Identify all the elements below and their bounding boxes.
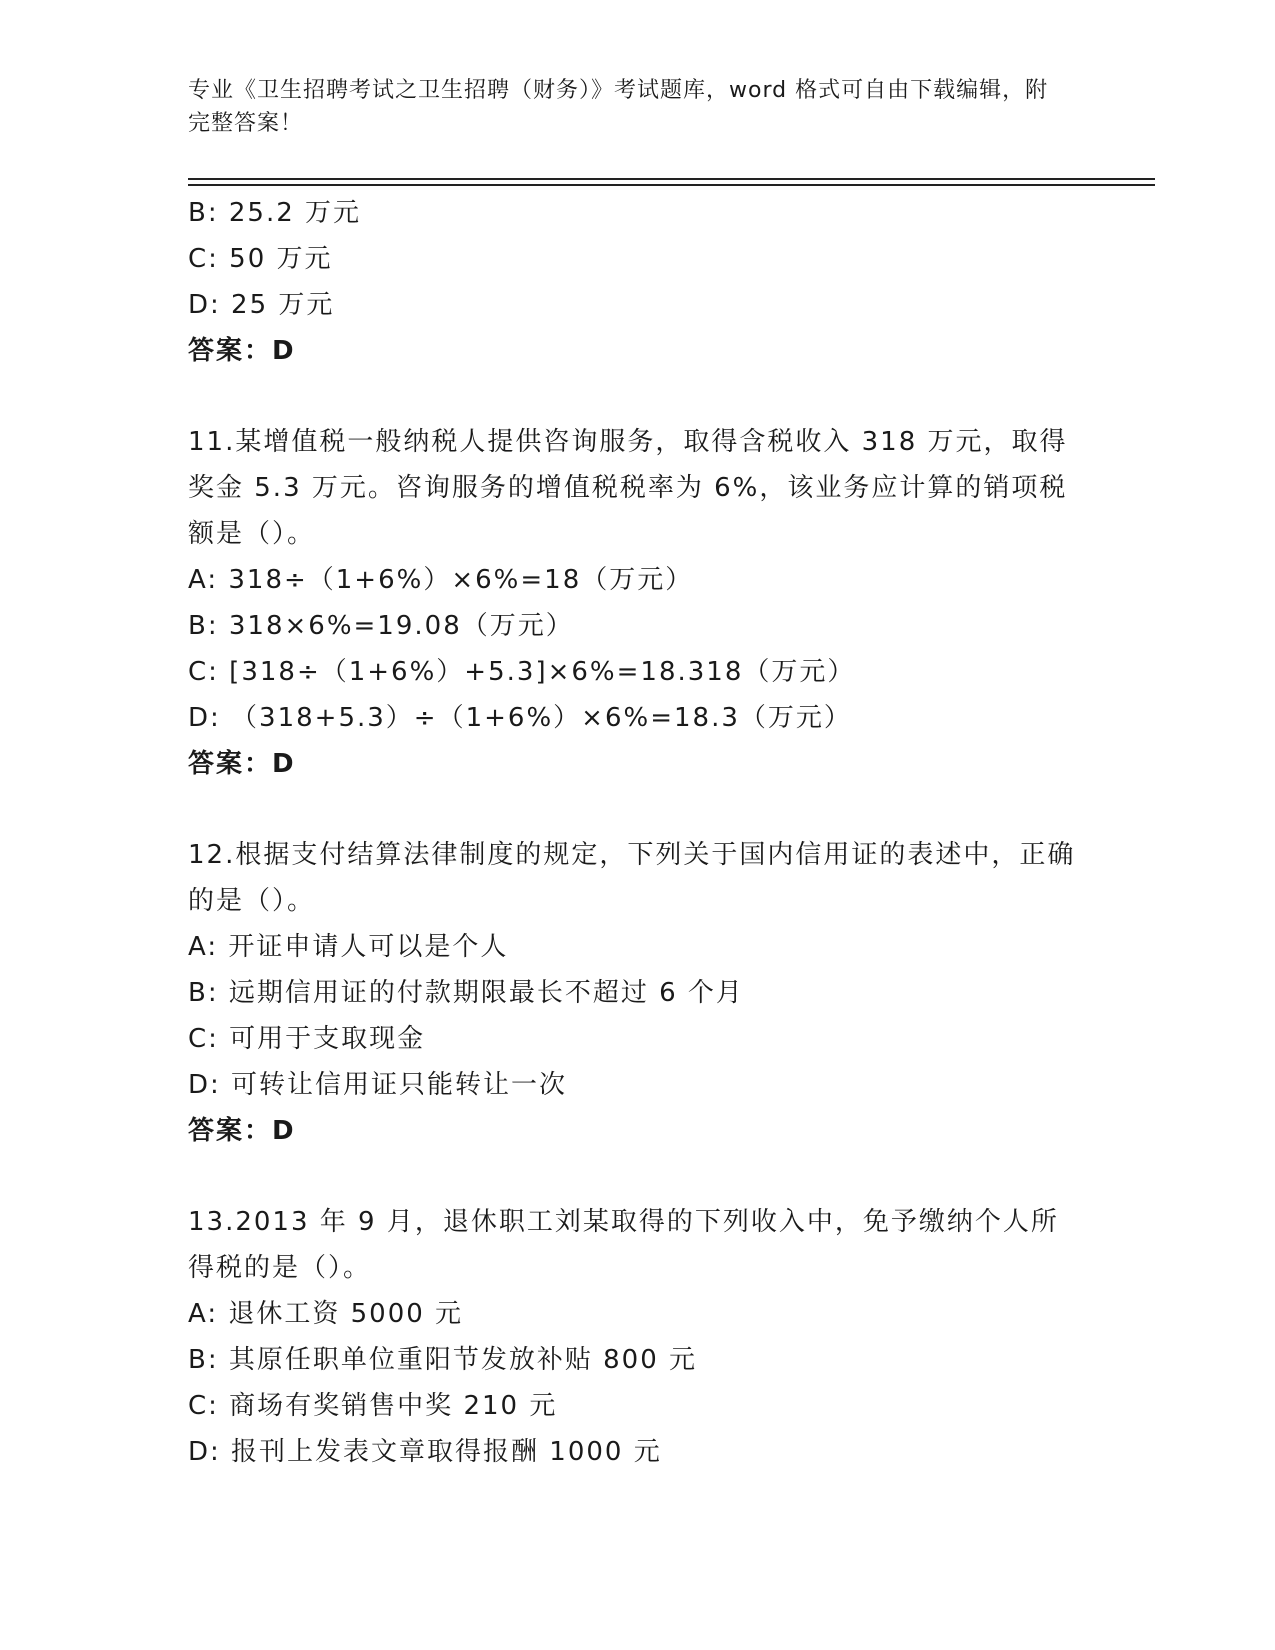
answer-line: 答案：D: [188, 749, 296, 779]
question-stem: 13.2013 年 9 月，退休职工刘某取得的下列收入中，免予缴纳个人所得税的是（）。: [188, 1207, 1059, 1283]
option-c: C: [318÷（1+6%）+5.3]×6%=18.318（万元）: [188, 657, 856, 687]
option-a: A: 开证申请人可以是个人: [188, 932, 509, 962]
question-stem: 11.某增值税一般纳税人提供咨询服务，取得含税收入 318 万元，取得奖金 5.3 万元。咨询服务的增值税税率为 6%，该业务应计算的销项税额是（）。: [188, 427, 1068, 549]
option-d: D: 25 万元: [188, 290, 335, 320]
option-c: C: 50 万元: [188, 244, 333, 274]
answer-line: 答案：D: [188, 336, 296, 366]
document-header: 专业《卫生招聘考试之卫生招聘（财务）》考试题库，word 格式可自由下载编辑，附完整答案！: [188, 78, 1049, 136]
option-d: D: 可转让信用证只能转让一次: [188, 1070, 568, 1100]
continued-question: [188, 190, 1088, 374]
document-body: [188, 190, 1088, 1475]
question-stem: 12.根据支付结算法律制度的规定，下列关于国内信用证的表述中，正确的是（）。: [188, 840, 1076, 916]
option-d: D: 报刊上发表文章取得报酬 1000 元: [188, 1437, 662, 1467]
question-13: [188, 1199, 1088, 1475]
option-a: A: 退休工资 5000 元: [188, 1299, 464, 1329]
option-b: B: 318×6%=19.08（万元）: [188, 611, 574, 641]
answer-line: 答案：D: [188, 1116, 296, 1146]
option-a: A: 318÷（1+6%）×6%=18（万元）: [188, 565, 694, 595]
option-b: B: 其原任职单位重阳节发放补贴 800 元: [188, 1345, 698, 1375]
question-12: [188, 832, 1088, 1154]
header-rule-bottom: [188, 184, 1155, 186]
option-b: B: 远期信用证的付款期限最长不超过 6 个月: [188, 978, 744, 1008]
option-c: C: 可用于支取现金: [188, 1024, 426, 1054]
question-11: [188, 419, 1088, 787]
header-rule-top: [188, 178, 1155, 180]
option-b: B: 25.2 万元: [188, 198, 362, 228]
option-c: C: 商场有奖销售中奖 210 元: [188, 1391, 558, 1421]
option-d: D: （318+5.3）÷（1+6%）×6%=18.3（万元）: [188, 703, 852, 733]
